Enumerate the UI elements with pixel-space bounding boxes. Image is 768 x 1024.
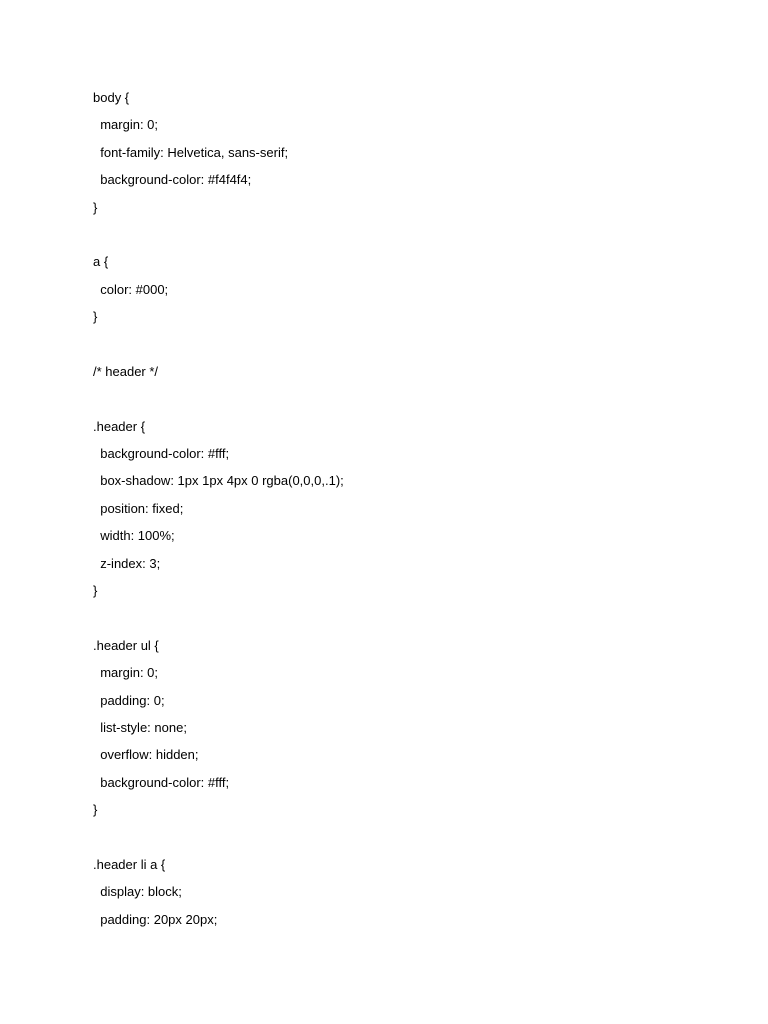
text-line: } [93,309,98,325]
text-line: background-color: #f4f4f4; [93,172,252,188]
text-line: } [93,583,98,599]
text-line: box-shadow: 1px 1px 4px 0 rgba(0,0,0,.1); [93,473,344,489]
blank-line [93,824,713,851]
text-line: .header li a { [93,856,166,872]
text-line: color: #000; [93,281,169,297]
text-line: } [93,199,98,215]
text-line: width: 100%; [93,528,175,544]
text-line: font-family: Helvetica, sans-serif; [93,144,289,160]
text-line: z-index: 3; [93,555,161,571]
blank-line [93,604,713,631]
text-line: overflow: hidden; [93,747,199,763]
text-line: position: fixed; [93,500,184,516]
text-line: a { [93,254,109,270]
text-line: background-color: #fff; [93,774,230,790]
blank-line [93,221,713,248]
text-line: } [93,802,98,818]
text-line: body { [93,90,130,105]
text-line: .header { [93,418,146,434]
text-line: list-style: none; [93,719,187,735]
text-line: background-color: #fff; [93,446,230,462]
blank-line [93,331,713,358]
comment-line: /* header */ [93,363,159,379]
text-line: .header ul { [93,637,159,653]
text-line: padding: 0; [93,692,165,708]
text-line: margin: 0; [93,665,159,681]
text-line: margin: 0; [93,117,159,133]
text-line: display: block; [93,884,182,900]
blank-line [93,385,713,412]
text-line: padding: 20px 20px; [93,911,218,927]
code-text-block [93,84,713,933]
